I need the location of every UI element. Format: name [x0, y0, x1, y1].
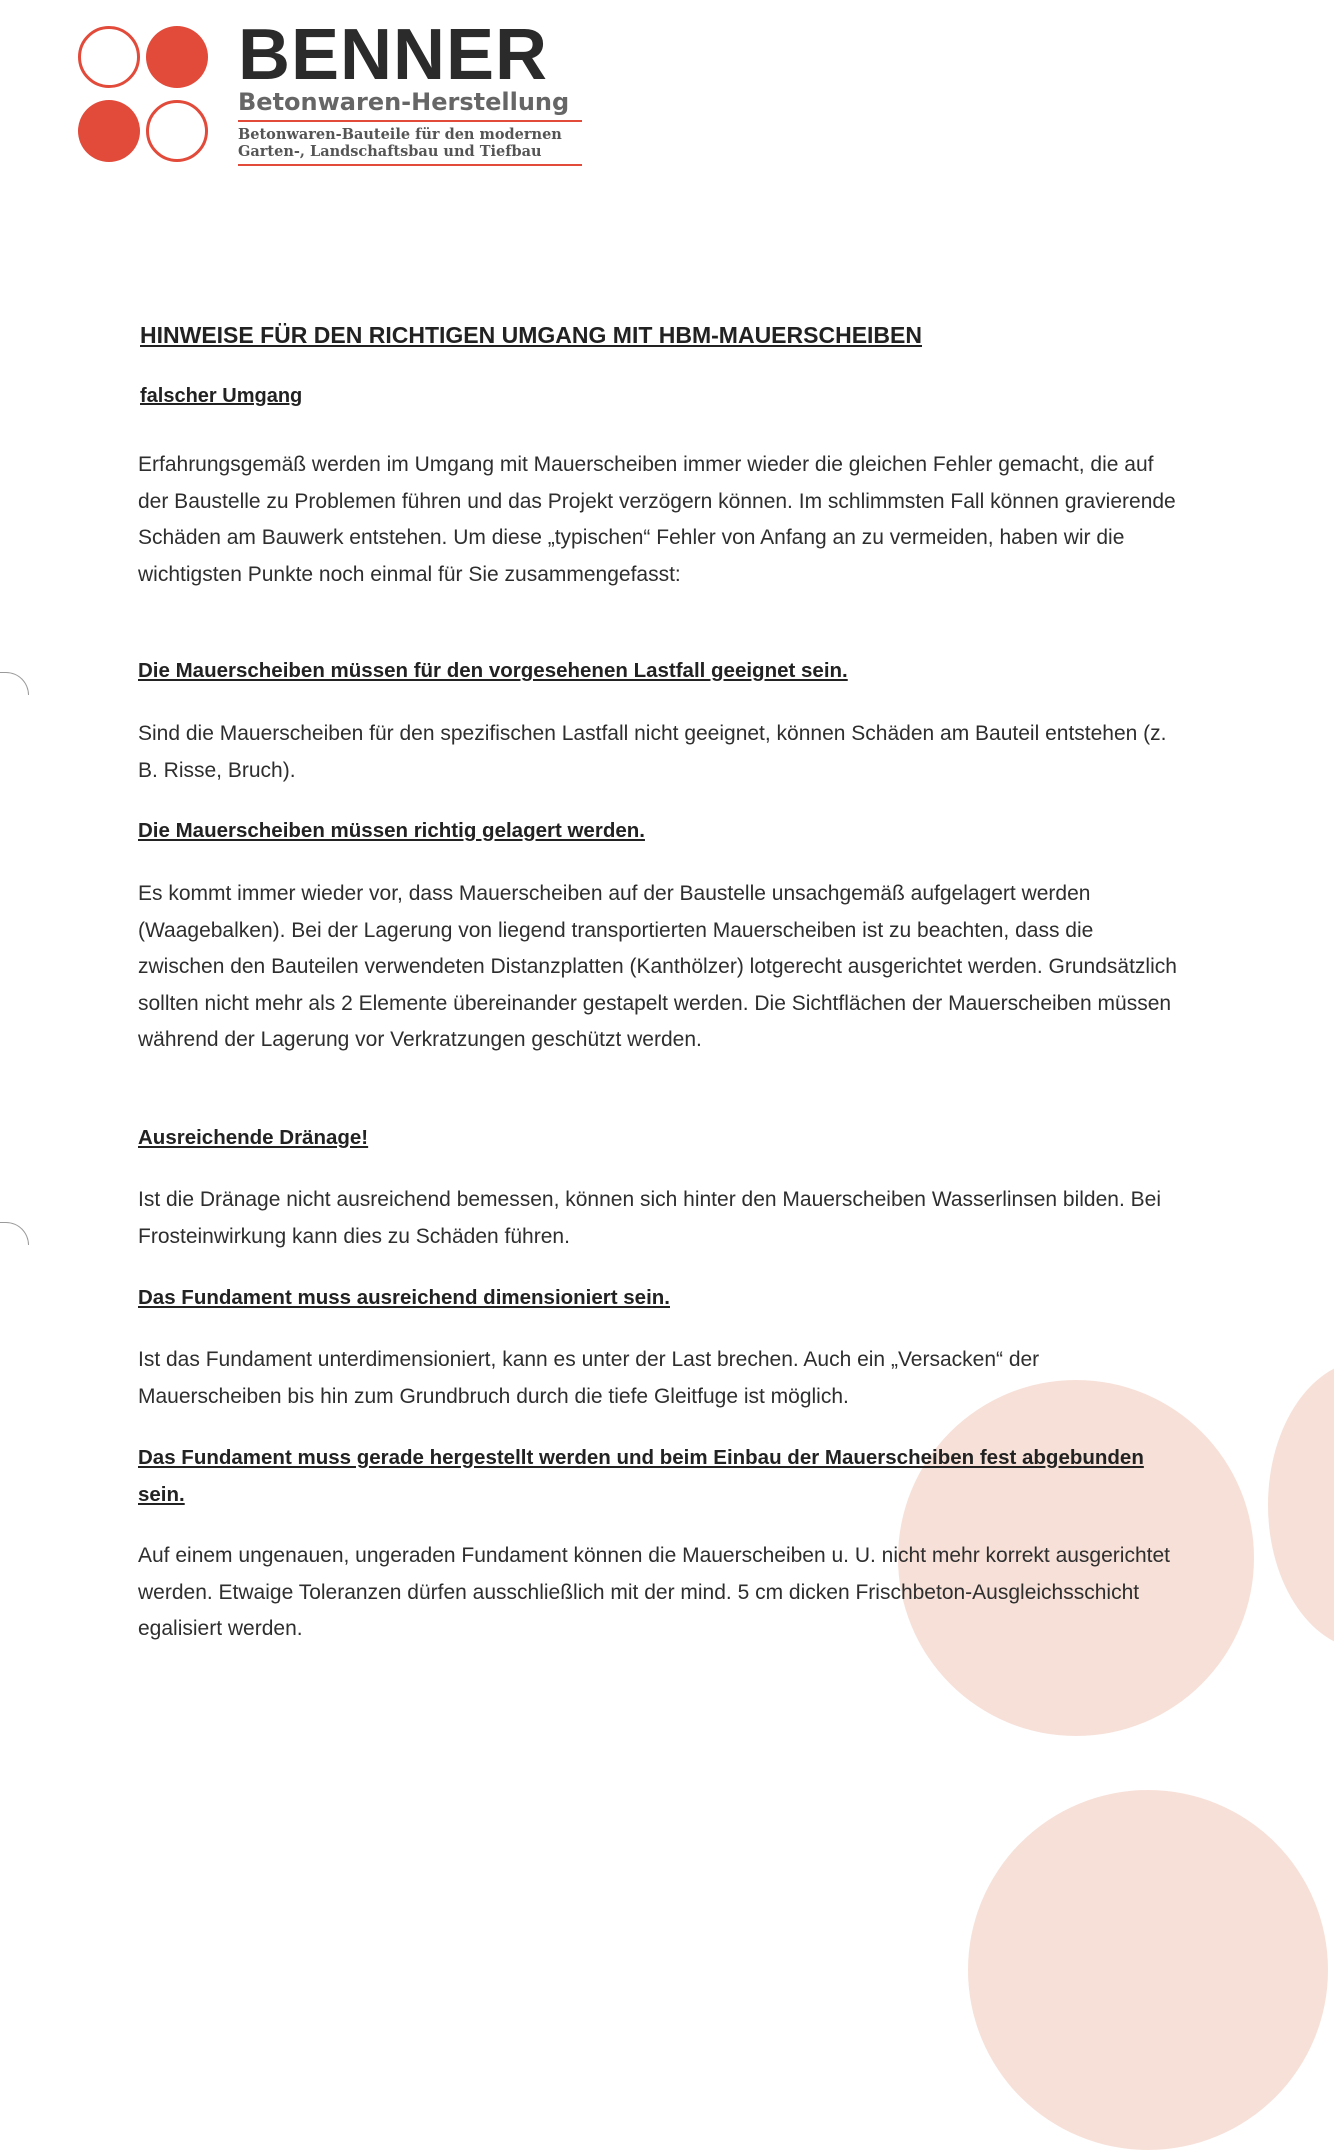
decorative-circle: [968, 1790, 1328, 2150]
section-text: Es kommt immer wieder vor, dass Mauerscheiben auf der Baustelle unsachgemäß aufgelagert werden (Waagebalken). Bei der Lagerung von liegend transportierten Mauerscheiben ist zu beachten, dass die zwischen den Bauteilen verwendeten Distanzplatten (Kanthölzer) lotgerecht ausgerichtet werden. Grundsätzlich sollten nicht mehr als 2 Elemente übereinander gestapelt werden. Die Sichtflächen der Mauerscheiben müssen während der Lagerung vor Verkratzungen geschützt werden.: [138, 882, 1177, 1051]
document-subtitle: falscher Umgang: [140, 385, 303, 407]
section-heading: Ausreichende Dränage!: [138, 1126, 369, 1149]
brand-subtitle: Betonwaren-Herstellung: [238, 88, 582, 122]
logo-circle-outline-icon: [146, 100, 208, 162]
section-text: Sind die Mauerscheiben für den spezifischen Lastfall nicht geeignet, können Schäden am Bauteil entstehen (z. B. Risse, Bruch).: [138, 722, 1167, 782]
brand-tagline-line: Betonwaren-Bauteile für den modernen: [238, 126, 562, 143]
section-heading: Das Fundament muss gerade hergestellt werden und beim Einbau der Mauerscheiben fest abgebunden sein.: [138, 1446, 1144, 1506]
decorative-circle: [1268, 1360, 1334, 1650]
logo-circle-filled-icon: [146, 26, 208, 88]
brand-tagline-line: Garten-, Landschaftsbau und Tiefbau: [238, 143, 542, 160]
document-title: HINWEISE FÜR DEN RICHTIGEN UMGANG MIT HBM-MAUERSCHEIBEN: [140, 322, 922, 348]
section-heading: Die Mauerscheiben müssen für den vorgesehenen Lastfall geeignet sein.: [138, 659, 848, 682]
section-heading: Das Fundament muss ausreichend dimensioniert sein.: [138, 1286, 670, 1309]
intro-paragraph: Erfahrungsgemäß werden im Umgang mit Mauerscheiben immer wieder die gleichen Fehler gemacht, die auf der Baustelle zu Problemen führen und das Projekt verzögern können. Im schlimmsten Fall können gravierende Schäden am Bauwerk entstehen. Um diese „typischen“ Fehler von Anfang an zu vermeiden, haben wir die wichtigsten Punkte noch einmal für Sie zusammengefasst:: [138, 453, 1176, 586]
logo-circle-outline-icon: [78, 26, 140, 88]
brand-tagline: [238, 126, 582, 166]
punch-hole-mark: [0, 672, 29, 695]
section-text: Ist das Fundament unterdimensioniert, kann es unter der Last brechen. Auch ein „Versacken“ der Mauerscheiben bis hin zum Grundbruch durch die tiefe Gleitfuge ist möglich.: [138, 1348, 1040, 1408]
company-logo: [76, 15, 596, 182]
logo-text: [238, 15, 588, 166]
section-text: Auf einem ungenauen, ungeraden Fundament können die Mauerscheiben u. U. nicht mehr korrekt ausgerichtet werden. Etwaige Toleranzen dürfen ausschließlich mit der mind. 5 cm dicken Frischbeton-Ausgleichsschicht egalisiert werden.: [138, 1544, 1170, 1640]
section-heading: Die Mauerscheiben müssen richtig gelagert werden.: [138, 819, 645, 842]
section-text: Ist die Dränage nicht ausreichend bemessen, können sich hinter den Mauerscheiben Wasserlinsen bilden. Bei Frosteinwirkung kann dies zu Schäden führen.: [138, 1188, 1161, 1248]
logo-circles-icon: [76, 22, 216, 172]
logo-circle-filled-icon: [78, 100, 140, 162]
brand-name: BENNER: [238, 15, 549, 95]
punch-hole-mark: [0, 1222, 29, 1245]
